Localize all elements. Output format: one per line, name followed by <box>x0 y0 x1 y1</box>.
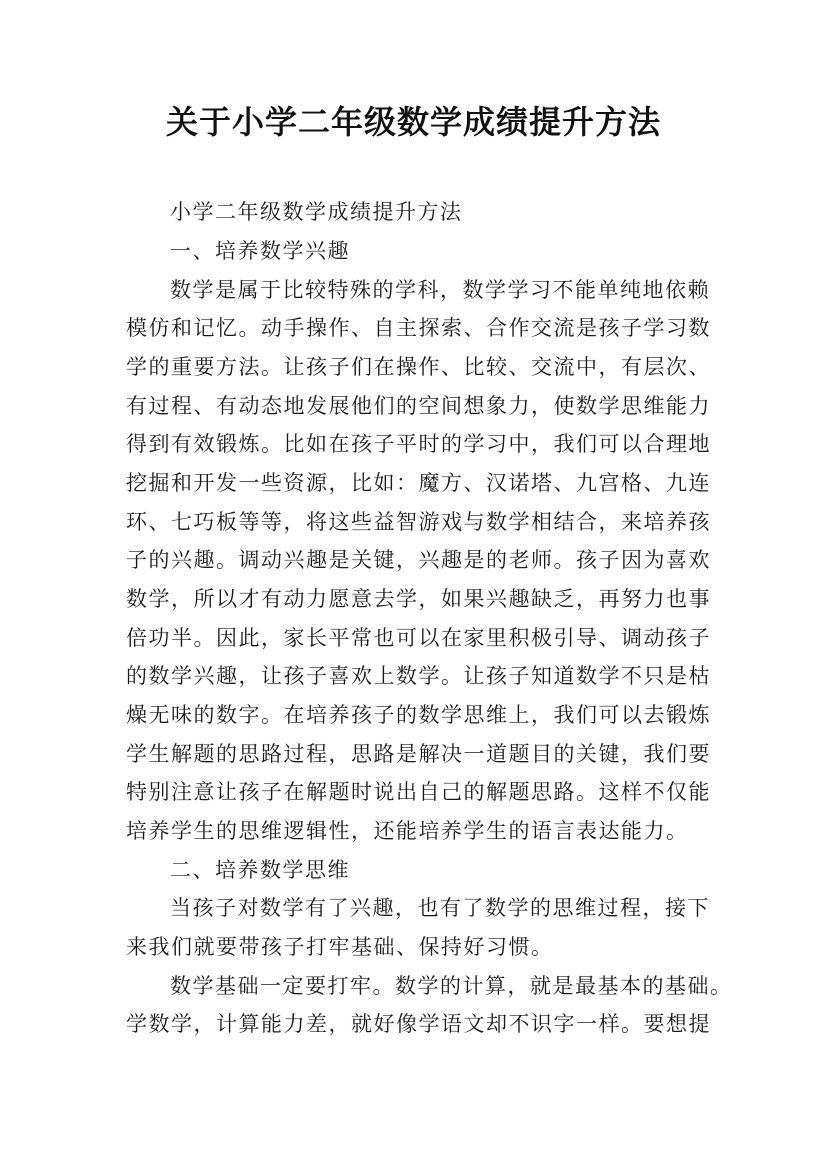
paragraph-line: 当孩子对数学有了兴趣，也有了数学的思维过程，接下 <box>170 896 710 920</box>
subtitle-line: 小学二年级数学成绩提升方法 <box>170 200 463 224</box>
section-heading-2: 二、培养数学思维 <box>170 858 350 882</box>
paragraph-line: 特别注意让孩子在解题时说出自己的解题思路。这样不仅能 <box>126 780 711 804</box>
section-heading-1: 一、培养数学兴趣 <box>170 239 350 263</box>
paragraph-line: 燥无味的数字。在培养孩子的数学思维上，我们可以去锻炼 <box>126 703 711 727</box>
paragraph-line: 学生解题的思路过程，思路是解决一道题目的关键，我们要 <box>126 742 711 766</box>
paragraph-line: 模仿和记忆。动手操作、自主探索、合作交流是孩子学习数 <box>126 316 711 340</box>
paragraph-line: 倍功半。因此，家长平常也可以在家里积极引导、调动孩子 <box>126 626 711 650</box>
paragraph-line: 挖掘和开发一些资源，比如：魔方、汉诺塔、九宫格、九连 <box>126 471 711 495</box>
paragraph-line: 环、七巧板等等，将这些益智游戏与数学相结合，来培养孩 <box>126 510 711 534</box>
paragraph-line: 子的兴趣。调动兴趣是关键，兴趣是的老师。孩子因为喜欢 <box>126 548 711 572</box>
paragraph-line: 学数学，计算能力差，就好像学语文却不识字一样。要想提 <box>126 1012 711 1036</box>
document-title: 关于小学二年级数学成绩提升方法 <box>165 103 661 141</box>
paragraph-line: 来我们就要带孩子打牢基础、保持好习惯。 <box>126 935 554 959</box>
paragraph-line: 得到有效锻炼。比如在孩子平时的学习中，我们可以合理地 <box>126 432 711 456</box>
paragraph-line: 学的重要方法。让孩子们在操作、比较、交流中，有层次、 <box>126 355 711 379</box>
paragraph-line: 数学，所以才有动力愿意去学，如果兴趣缺乏，再努力也事 <box>126 587 711 611</box>
paragraph-line: 数学是属于比较特殊的学科，数学学习不能单纯地依赖 <box>170 278 710 302</box>
paragraph-line: 数学基础一定要打牢。数学的计算，就是最基本的基础。 <box>170 974 733 998</box>
paragraph-line: 培养学生的思维逻辑性，还能培养学生的语言表达能力。 <box>126 819 689 843</box>
paragraph-line: 有过程、有动态地发展他们的空间想象力，使数学思维能力 <box>126 394 711 418</box>
paragraph-line: 的数学兴趣，让孩子喜欢上数学。让孩子知道数学不只是枯 <box>126 664 711 688</box>
